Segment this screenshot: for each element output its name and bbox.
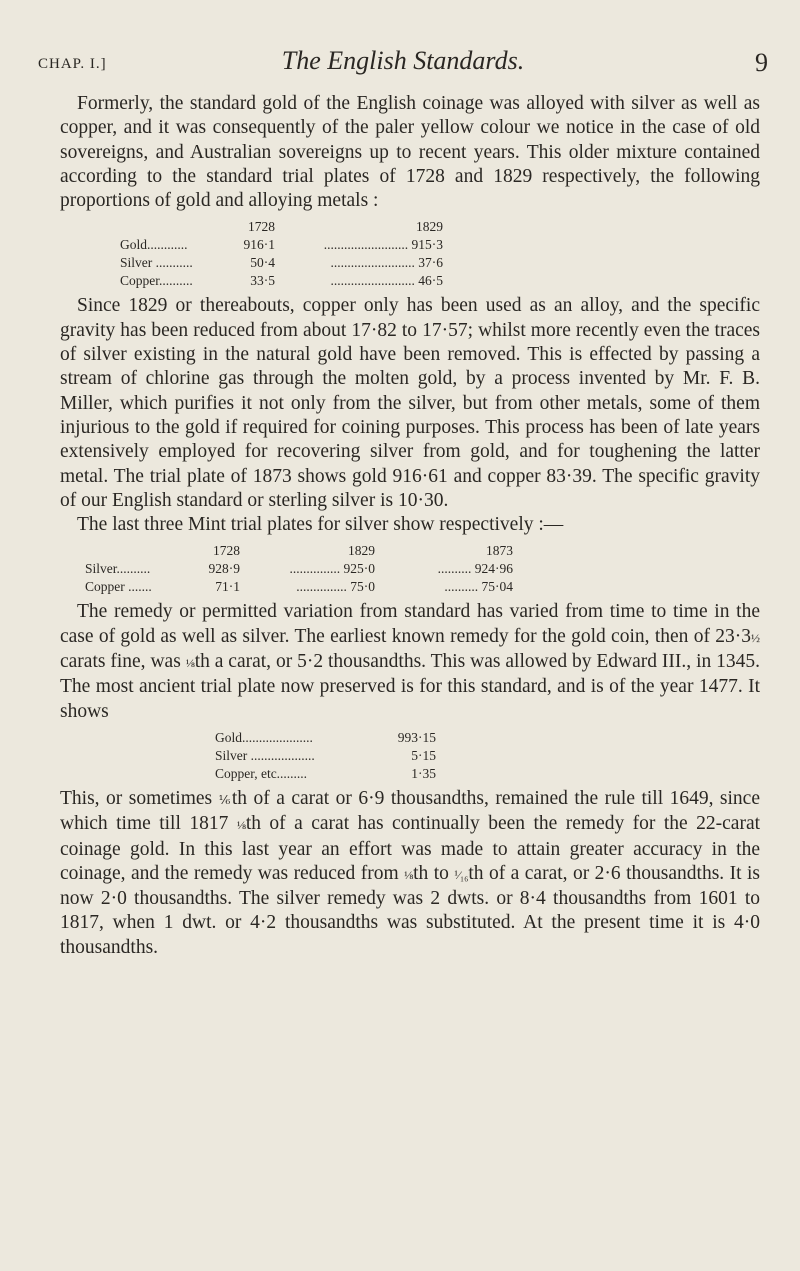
leader-dots: ......................... xyxy=(330,255,415,271)
table-cell: 916·1 xyxy=(243,237,275,253)
row-label: Gold............ xyxy=(120,237,188,253)
text-run: carats fine, was xyxy=(60,651,186,673)
trial-plate-1477-table xyxy=(215,729,760,783)
table-cell: 924·96 xyxy=(474,561,513,577)
column-header: 1829 xyxy=(416,219,443,235)
silver-trial-plates-table xyxy=(85,542,760,596)
table-cell: 50·4 xyxy=(250,255,275,271)
table-row xyxy=(215,747,436,765)
row-label: Silver.......... xyxy=(85,561,151,577)
chapter-label: CHAP. I.] xyxy=(38,56,107,72)
column-header: 1873 xyxy=(486,543,513,559)
column-header: 1829 xyxy=(348,543,375,559)
table-row xyxy=(85,578,513,596)
page-body xyxy=(60,92,760,960)
table-row xyxy=(215,765,436,783)
table-cell: 915·3 xyxy=(411,237,443,253)
text-run: The remedy or permitted variation from standard has varied from time to time in the case of gold as well as silver. The earliest known remedy for the gold coin, then of 23·3 xyxy=(60,601,760,647)
row-label: Silver ................... xyxy=(215,747,315,763)
running-title: The English Standards. xyxy=(281,46,525,75)
table-cell: 71·1 xyxy=(215,579,240,595)
text-run: th of a carat has continually been the remedy for the 22-carat coinage gold. In this last year an effort was made to attain greater accuracy in the coinage, and the remedy was reduced from xyxy=(60,813,761,884)
page-header xyxy=(38,46,768,86)
paragraph-alloy-history: Formerly, the standard gold of the English coinage was alloyed with silver as well as copper, and it was consequently of the paler yellow colour we notice in the case of old sovereigns, and Australian sovereigns up to recent years. This older mixture contained according to the standard trial plates of 1728 and 1829 respectively, the following proportions of gold and alloying metals : xyxy=(60,93,760,212)
leader-dots: .......... xyxy=(444,579,479,595)
table-row xyxy=(215,729,436,747)
table-cell: 1·35 xyxy=(411,765,436,781)
table-cell: 993·15 xyxy=(397,729,436,745)
leader-dots: ......................... xyxy=(330,273,415,289)
fraction: ⅛ xyxy=(404,867,414,882)
table-row xyxy=(120,236,443,254)
table-header-row xyxy=(85,542,513,560)
paragraph-remedy-continued xyxy=(60,787,760,960)
text-run: th of a carat or 6·9 thousandths, remained the rule till 1649, since which time till 1817 xyxy=(60,787,760,835)
fraction: ¹⁄₁₆ xyxy=(454,867,469,882)
table-cell: 33·5 xyxy=(250,273,275,289)
table-row xyxy=(85,560,513,578)
table-cell: 37·6 xyxy=(418,255,443,271)
table-cell: 46·5 xyxy=(418,273,443,289)
row-label: Gold..................... xyxy=(215,729,313,745)
fraction: ½ xyxy=(751,630,760,645)
fraction: ⅙ xyxy=(218,792,232,807)
page-number: 9 xyxy=(755,48,768,77)
table-row xyxy=(120,254,443,272)
leader-dots: ......................... xyxy=(323,237,409,253)
fraction: ⅛ xyxy=(185,656,195,671)
gold-trial-plates-table xyxy=(120,218,760,290)
table-cell: 75·04 xyxy=(481,579,513,595)
text-run: th to xyxy=(413,862,455,884)
paragraph-silver-plates-intro: The last three Mint trial plates for silver show respectively :— xyxy=(77,514,564,536)
table-cell: 925·0 xyxy=(343,561,375,577)
table-header-row xyxy=(120,218,443,236)
table-cell: 5·15 xyxy=(411,747,436,763)
text-run: This, or sometimes xyxy=(60,787,219,809)
paragraph-remedy xyxy=(60,600,760,723)
column-header: 1728 xyxy=(213,543,240,559)
leader-dots: .......... xyxy=(437,561,472,577)
column-header: 1728 xyxy=(248,219,275,235)
row-label: Copper, etc......... xyxy=(215,765,308,781)
row-label: Copper.......... xyxy=(120,273,193,289)
text-run: th a carat, or 5·2 thousandths. This was allowed by Edward III., in 1345. The most ancient trial plate now preserved is for this standard, and is of the year 1477. It shows xyxy=(60,651,761,722)
row-label: Copper ....... xyxy=(85,579,152,595)
paragraph-copper-alloy: Since 1829 or thereabouts, copper only has been used as an alloy, and the specific gravity has been reduced from about 17·82 to 17·57; whilst more recently even the traces of silver existing in the natural gold have been removed. This is effected by passing a stream of chlorine gas through the molten gold, by a process invented by Mr. F. B. Miller, which purifies it not only from the silver, but from other metals, some of them injurious to the gold if required for coining purposes. This process has been of late years extensively employed for recovering silver from gold, and for toughening the latter metal. The trial plate of 1873 shows gold 916·61 and copper 83·39. The specific gravity of our English standard or sterling silver is 10·30. xyxy=(60,295,760,511)
leader-dots: ............... xyxy=(296,579,347,595)
leader-dots: ............... xyxy=(289,561,341,577)
table-row xyxy=(120,272,443,290)
table-cell: 75·0 xyxy=(350,579,375,595)
row-label: Silver ........... xyxy=(120,255,193,271)
text-run: th of a carat, or 2·6 thousandths. It is now 2·0 thousandths. The silver remedy was 2 dwts. or 8·4 thousandths from 1601 to 1817, when 1 dwt. or 4·2 thousandths was substituted. At the present time it is 4·0 thousandths. xyxy=(60,862,760,958)
fraction: ⅛ xyxy=(236,818,246,833)
table-cell: 928·9 xyxy=(208,561,240,577)
